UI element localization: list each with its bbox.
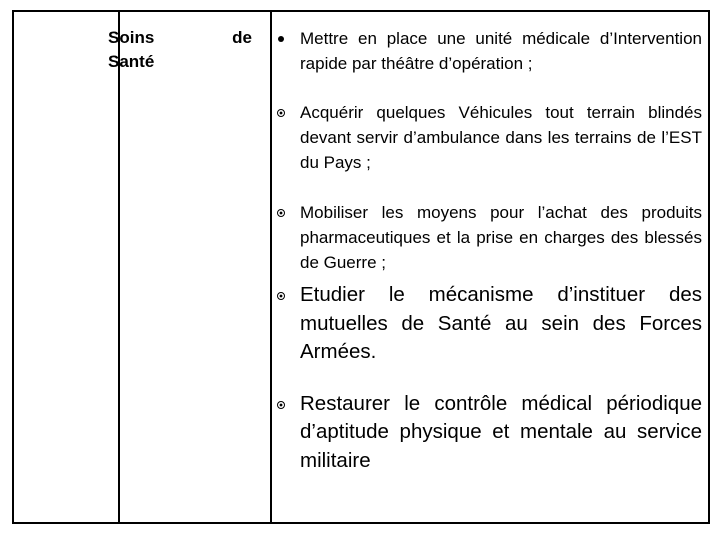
bullet-ring-icon <box>277 401 285 409</box>
list-item-text: Acquérir quelques Véhicules tout terrain blindés devant servir d’ambulance dans les terrains de l’EST du Pays ; <box>300 103 702 172</box>
list-item-text: Mettre en place une unité médicale d’Intervention rapide par théâtre d’opération ; <box>300 29 702 73</box>
list-item <box>268 100 702 175</box>
row-label-cell <box>108 26 252 74</box>
row-label-line-1 <box>108 26 252 50</box>
bullet-dot-icon <box>278 36 284 42</box>
list-item-text: Etudier le mécanisme d’instituer des mutuelles de Santé au sein des Forces Armées. <box>300 283 702 363</box>
bullet-ring-icon <box>277 292 285 300</box>
row-label-word-sante: Santé <box>108 52 155 71</box>
row-label-line-2 <box>108 50 252 74</box>
column-divider-1 <box>118 12 120 522</box>
list-item-text: Restaurer le contrôle médical périodique d’aptitude physique et mentale au service militaire <box>300 391 702 472</box>
list-item <box>268 281 702 367</box>
list-item <box>268 390 702 476</box>
row-label-word-de: de <box>232 28 252 47</box>
list-item-text: Mobiliser les moyens pour l’achat des produits pharmaceutiques et la prise en charges des blessés de Guerre ; <box>300 203 702 272</box>
content-cell <box>268 26 702 475</box>
list-item <box>268 26 702 76</box>
row-label-word-soins: Soins <box>108 28 155 47</box>
list-item <box>268 200 702 275</box>
bullet-ring-icon <box>277 109 285 117</box>
bullet-ring-icon <box>277 209 285 217</box>
